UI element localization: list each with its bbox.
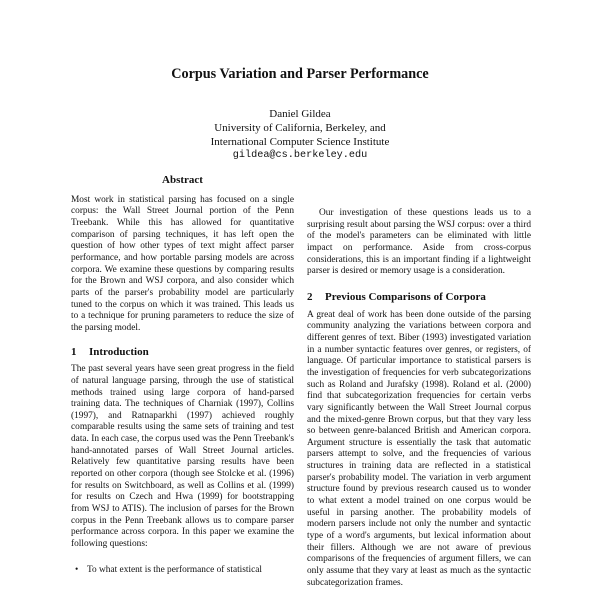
section-2-number: 2 (307, 290, 313, 303)
section-1-bullet-item (71, 565, 294, 577)
section-1-number: 1 (71, 345, 77, 358)
section-1-title: Introduction (89, 345, 149, 358)
intro-continuation-text: Our investigation of these questions leads us to a surprising result about parsing the WSJ corpus: over a third of the model's parameters can be eliminated with little impact on performance. Aside from cross-corpus considerations, this is an important finding if a lightweight parser is desired or memory usage is a consideration. (307, 208, 531, 277)
bullet-icon: • (75, 564, 79, 575)
left-column (71, 175, 294, 576)
section-2-title: Previous Comparisons of Corpora (325, 290, 486, 303)
right-column (307, 208, 531, 589)
section-1-bullet-text: To what extent is the performance of statistical (87, 564, 262, 575)
author-affiliation-1: University of California, Berkeley, and (214, 122, 386, 134)
author-block (0, 107, 600, 163)
author-affiliation-2: International Computer Science Institute (210, 136, 390, 148)
paper-title: Corpus Variation and Parser Performance (171, 66, 429, 82)
author-email: gildea@cs.berkeley.edu (232, 150, 368, 161)
section-1-heading (71, 347, 294, 359)
section-2-heading (307, 292, 531, 304)
section-2-text: A great deal of work has been done outside of the parsing community analyzing the variations between corpora and different genres of text. Biber (1993) investigated variation in a number syntactic features over genres, or registers, of language. Of particular importance to statistical parsers is the investigation of frequencies for verb subcategorizations such as Roland and Jurafsky (1998). Roland et al. (2000) find that subcategorization frequencies for certain verbs vary significantly between the Wall Street Journal corpus and the mixed-genre Brown corpus, but that they vary less so between genre-balanced British and American corpora. Argument structure is essentially the task that automatic parsers attempt to solve, and the frequencies of various structures in training data are reflected in a statistical parser's probability model. The variation in verb argument structure found by previous research caused us to wonder to what extent a model trained on one corpus would be useful in parsing another. The probability models of modern parsers include not only the number and syntactic type of a word's arguments, but lexical information about their fillers. Although we are not aware of previous comparisons of the frequencies of argument fillers, we can only assume that they vary at least as much as the syntactic subcategorization frames. (307, 309, 531, 588)
section-1-text: The past several years have seen great progress in the field of natural language parsing, through the use of statistical methods trained using large corpora of hand-parsed training data. The techniques of Charniak (1997), Collins (1997), and Ratnaparkhi (1997) achieved roughly comparable results using the same sets of training and test data. In each case, the corpus used was the Penn Treebank's hand-annotated parses of Wall Street Journal articles. Relatively few quantitative parsing results have been reported on other corpora (though see Stolcke et al. (1996) for results on Switchboard, as well as Collins et al. (1999) for results on Czech and Hwa (1999) for bootstrapping from WSJ to ATIS). The inclusion of parses for the Brown corpus in the Penn Treebank allows us to compare parser performance across corpora. In this paper we examine the following questions: (71, 364, 294, 550)
author-name: Daniel Gildea (269, 108, 331, 120)
abstract-text: Most work in statistical parsing has focused on a single corpus: the Wall Street Journal portion of the Penn Treebank. While this has allowed for quantitative comparison of parsing techniques, it has left open the question of how other types of text might affect parser performance, and how portable parsing models are across corpora. We examine these questions by comparing results for the Brown and WSJ corpora, and also consider which parts of the parser's probability model are particularly tuned to the corpus on which it was trained. This leads us to a technique for pruning parameters to reduce the size of the parsing model. (71, 194, 294, 333)
abstract-heading: Abstract (162, 174, 203, 186)
